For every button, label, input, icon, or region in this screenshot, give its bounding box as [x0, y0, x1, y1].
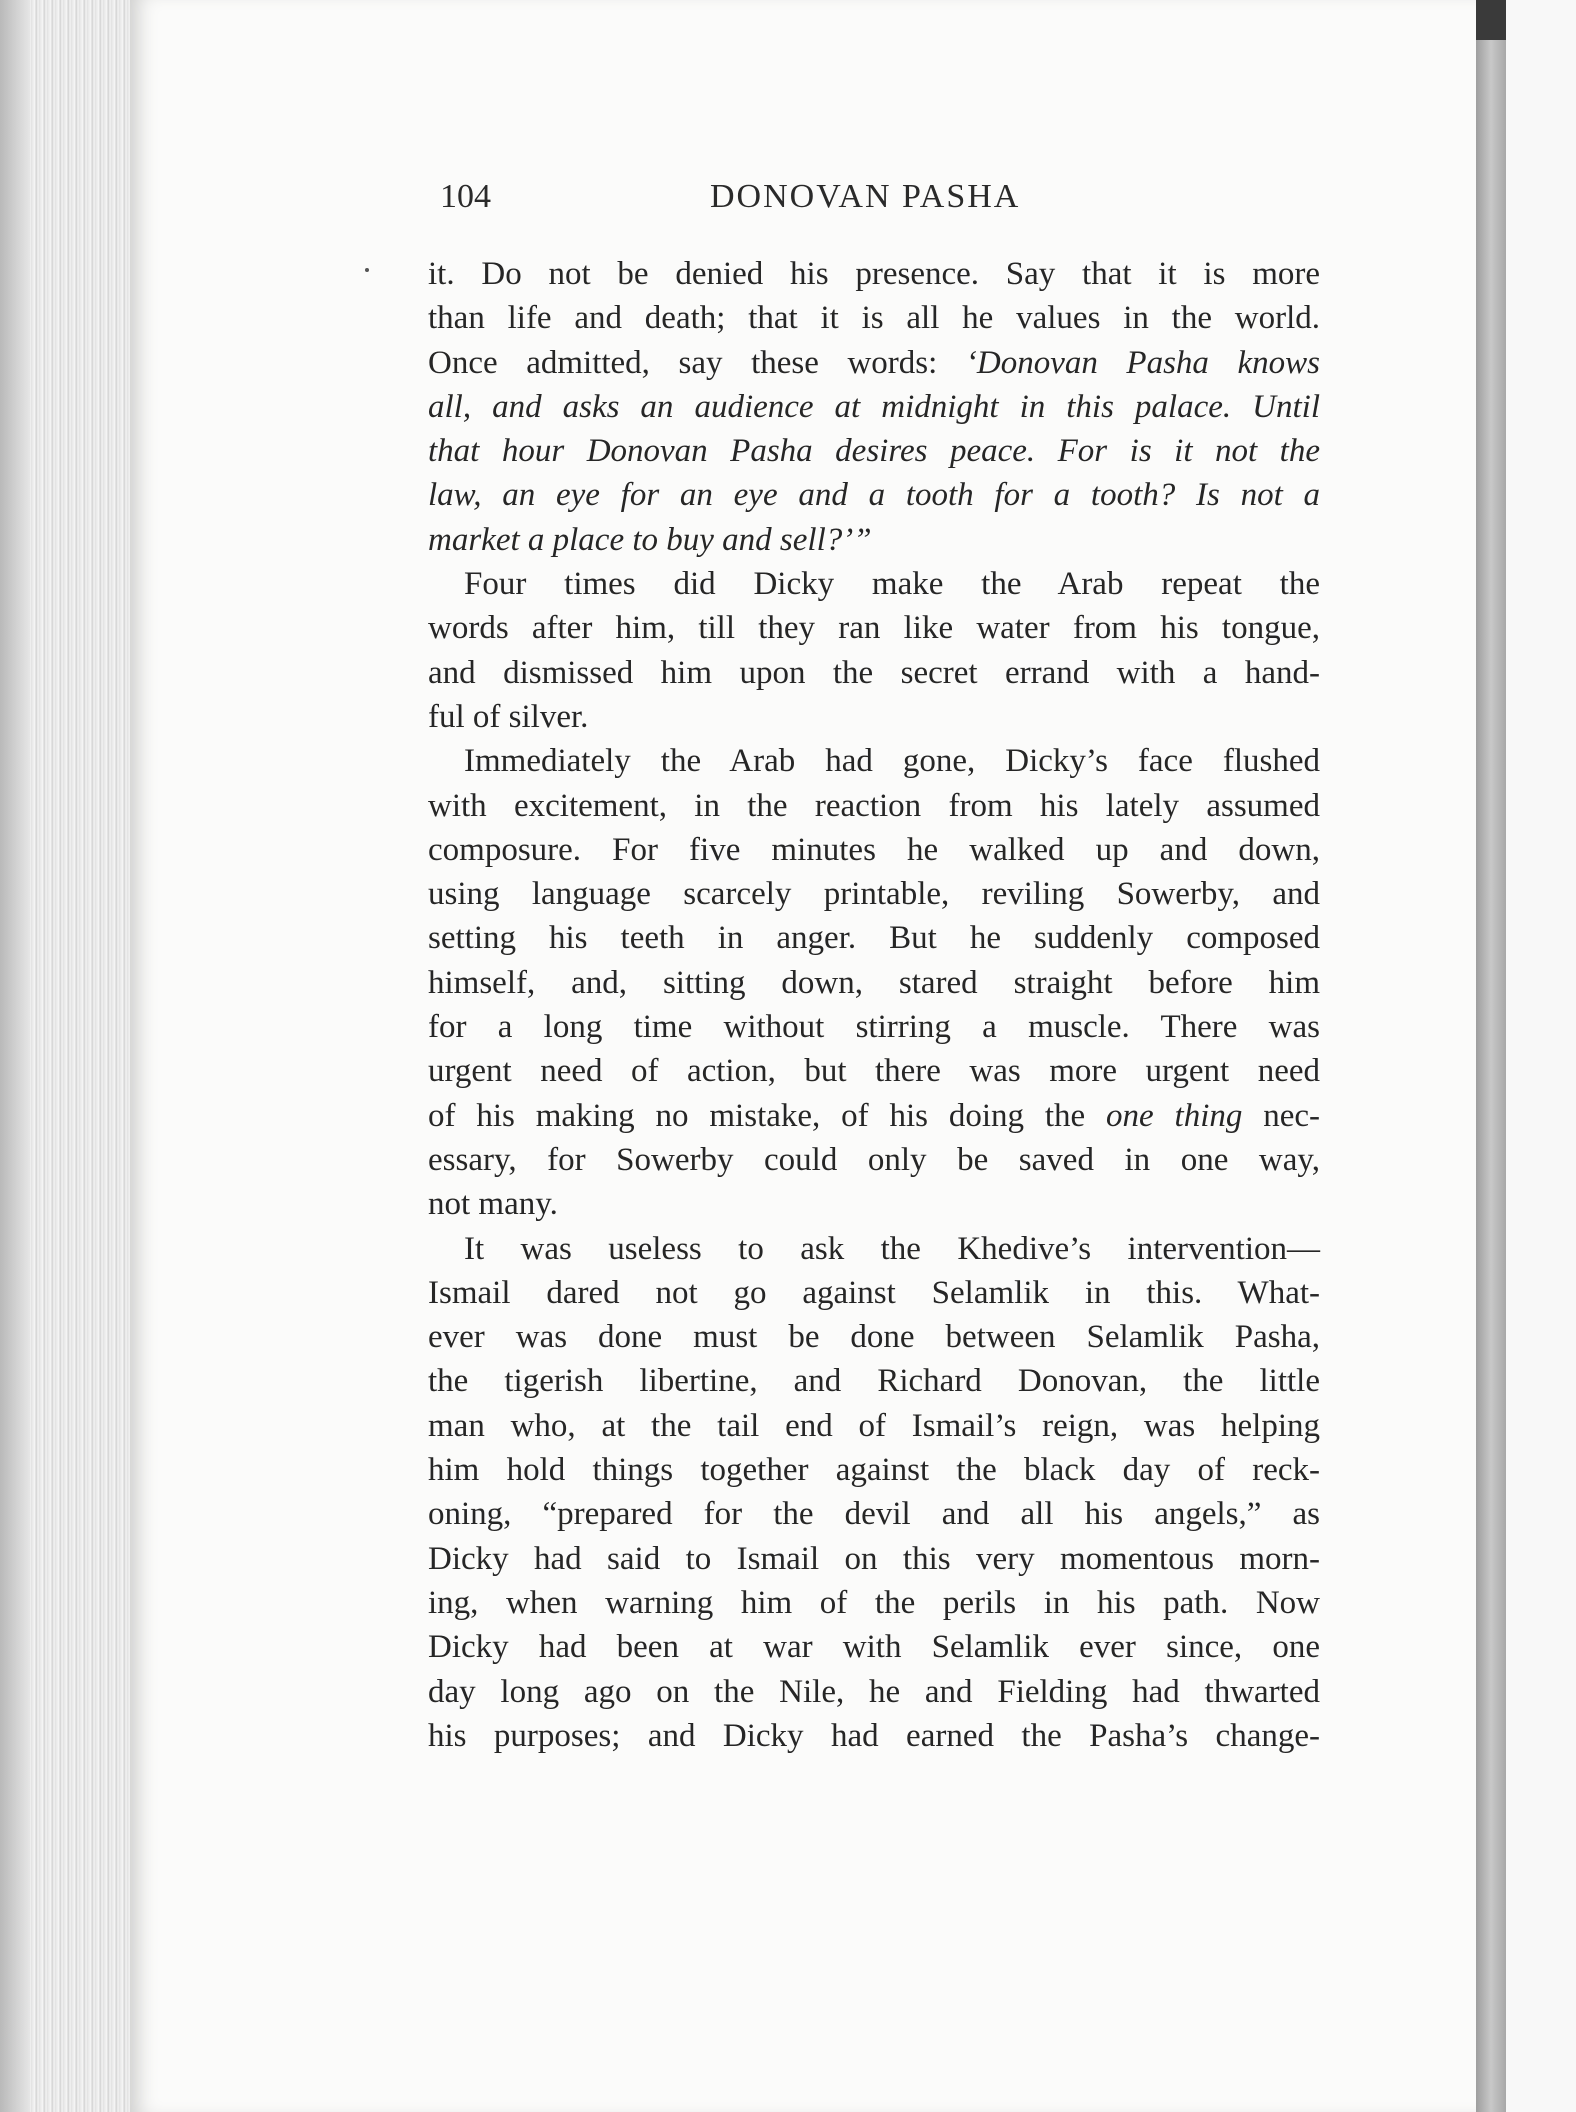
text-line: not many. — [428, 1186, 558, 1223]
text-line: the tigerish libertine, and Richard Donovan, the little — [428, 1363, 1320, 1400]
text-line: It was useless to ask the Khedive’s intervention— — [464, 1230, 1320, 1267]
text-line: it. Do not be denied his presence. Say that it is more — [428, 256, 1320, 292]
text-line: using language scarcely printable, reviling Sowerby, and — [428, 876, 1320, 913]
text-line: oning, “prepared for the devil and all his angels,” as — [428, 1496, 1320, 1533]
text-line: for a long time without stirring a muscle. There was — [428, 1009, 1320, 1046]
text-line — [428, 341, 1320, 385]
text-line: composure. For five minutes he walked up and down, — [428, 831, 1320, 868]
text-segment: Once admitted, say these words: — [428, 344, 966, 381]
text-line: man who, at the tail end of Ismail’s reign, was helping — [428, 1407, 1320, 1444]
text-line: Dicky had been at war with Selamlik ever since, one — [428, 1629, 1320, 1666]
text-line: him hold things together against the black day of reck- — [428, 1452, 1320, 1489]
text-line: Immediately the Arab had gone, Dicky’s face flushed — [464, 743, 1320, 780]
text-line: his purposes; and Dicky had earned the Pasha’s change- — [428, 1717, 1320, 1754]
text-line: ever was done must be done between Selamlik Pasha, — [428, 1319, 1320, 1356]
text-line: law, an eye for an eye and a tooth for a tooth? Is not a — [428, 477, 1320, 514]
running-head: DONOVAN PASHA — [710, 178, 1021, 215]
italic-segment: one thing — [1106, 1097, 1243, 1134]
text-line: market a place to buy and sell?’” — [428, 521, 872, 558]
body-text — [428, 252, 1320, 1758]
page-header — [440, 178, 1320, 228]
page-edge-stack — [0, 0, 150, 2112]
facing-page-edge — [1506, 0, 1576, 2112]
text-line: Dicky had said to Ismail on this very momentous morn- — [428, 1540, 1320, 1577]
text-line: that hour Donovan Pasha desires peace. For is it not the — [428, 433, 1320, 470]
text-segment: nec- — [1242, 1097, 1321, 1134]
text-line: setting his teeth in anger. But he suddenly composed — [428, 920, 1320, 957]
book-gutter — [1476, 40, 1506, 2112]
text-line: urgent need of action, but there was more urgent need — [428, 1053, 1320, 1090]
margin-mark — [365, 268, 369, 272]
text-line: Four times did Dicky make the Arab repeat the — [464, 566, 1320, 603]
text-line: ful of silver. — [428, 698, 589, 735]
text-line: than life and death; that it is all he values in the world. — [428, 300, 1320, 337]
text-segment: of his making no mistake, of his doing the — [428, 1097, 1107, 1134]
text-line: all, and asks an audience at midnight in this palace. Until — [428, 388, 1320, 425]
text-line: and dismissed him upon the secret errand with a hand- — [428, 654, 1320, 691]
text-line: essary, for Sowerby could only be saved in one way, — [428, 1141, 1320, 1178]
text-line — [428, 1094, 1320, 1138]
text-line: himself, and, sitting down, stared straight before him — [428, 964, 1320, 1001]
text-line: ing, when warning him of the perils in his path. Now — [428, 1584, 1320, 1621]
page-number: 104 — [440, 178, 491, 215]
text-line: day long ago on the Nile, he and Fielding had thwarted — [428, 1673, 1320, 1710]
text-line: with excitement, in the reaction from his lately assumed — [428, 787, 1320, 824]
italic-segment: ‘Donovan Pasha knows — [965, 344, 1321, 381]
text-line: Ismail dared not go against Selamlik in this. What- — [428, 1274, 1320, 1311]
text-line: words after him, till they ran like water from his tongue, — [428, 610, 1320, 647]
